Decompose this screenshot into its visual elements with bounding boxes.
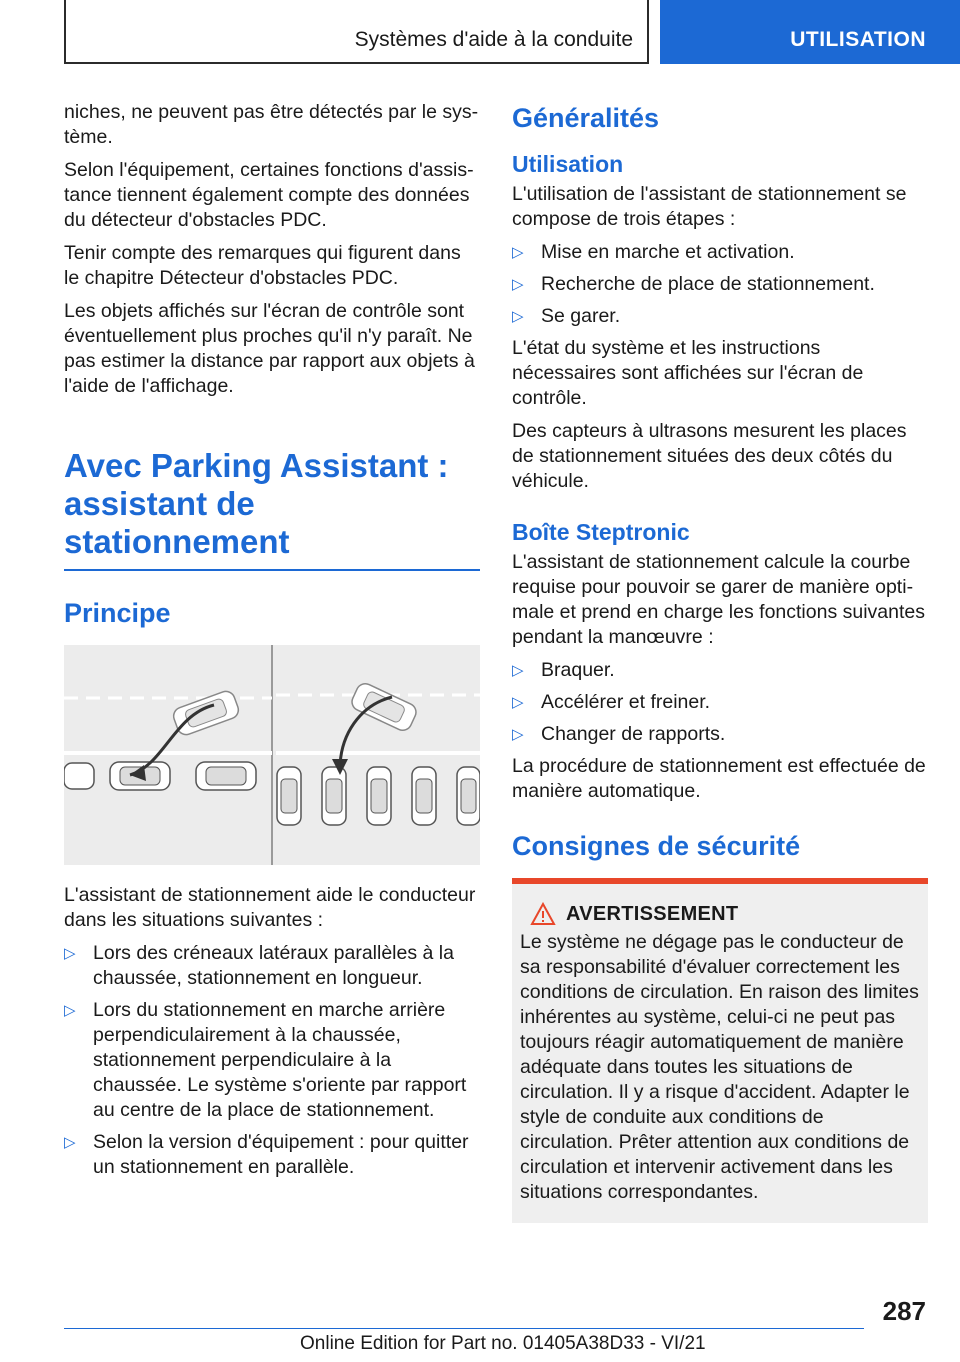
chapter-heading: Avec Parking Assistant : assistant de stationnement — [64, 447, 480, 571]
list-item: ▷ Accélérer et freiner. — [512, 691, 711, 713]
subsection-heading-utilisation: Utilisation — [512, 151, 624, 177]
list-item: ▷ Mise en marche et activation. — [512, 241, 795, 263]
section-heading-generalites: Généralités — [512, 103, 660, 133]
triangle-bullet-icon: ▷ — [512, 276, 524, 293]
steps-list — [512, 240, 928, 329]
page-number: 287 — [882, 1296, 926, 1326]
triangle-bullet-icon: ▷ — [64, 1002, 76, 1019]
triangle-bullet-icon: ▷ — [64, 1134, 76, 1151]
triangle-bullet-icon: ▷ — [512, 308, 524, 325]
paragraph: La procédure de stationnement est effectuée de manière automatique. — [512, 755, 926, 802]
list-item: ▷ Selon la version d'équipement : pour quitter un stationnement en parallèle. — [64, 1131, 469, 1178]
footer-edition: Online Edition for Part no. 01405A38D33 - VI/21 — [300, 1333, 706, 1354]
triangle-bullet-icon: ▷ — [512, 244, 524, 261]
left-column — [64, 100, 480, 1187]
list-item: ▷ Recherche de place de stationnement. — [512, 273, 875, 295]
paragraph: Tenir compte des remarques qui figurent dans le chapitre Détecteur d'obstacles PDC. — [64, 242, 461, 289]
right-column — [512, 100, 928, 1223]
header-chapter-tab — [660, 0, 960, 64]
warning-header — [520, 902, 920, 926]
footer-divider — [64, 1328, 864, 1329]
header-section-box — [64, 0, 649, 64]
header-section-title: Systèmes d'aide à la conduite — [354, 28, 633, 51]
paragraph: L'assistant de stationnement calcule la courbe requise pour pouvoir se garer de manière optimale et prend en charge les fonctions suivantes pendant la manœuvre : — [512, 551, 925, 648]
situations-list — [64, 941, 480, 1180]
paragraph: L'état du système et les instructions nécessaires sont affichées sur l'écran de contrôle. — [512, 337, 864, 409]
paragraph: Selon l'équipement, certaines fonctions d'assistance tiennent également compte des données du détecteur d'obstacles PDC. — [64, 159, 474, 231]
paragraph: niches, ne peuvent pas être détectés par le système. — [64, 101, 479, 148]
triangle-bullet-icon: ▷ — [512, 662, 524, 679]
list-item: ▷ Lors des créneaux latéraux parallèles à la chaussée, stationnement en longueur. — [64, 942, 454, 989]
list-item: ▷ Se garer. — [512, 305, 621, 327]
functions-list — [512, 658, 928, 747]
warning-title: AVERTISSEMENT — [566, 902, 739, 925]
section-heading-securite: Consignes de sécurité — [512, 831, 801, 861]
warning-text: Le système ne dégage pas le conducteur de sa responsabilité d'évaluer correctement les conditions de circulation. En raison des limites inhérentes au système, celui-ci ne peut pas toujours réagir automatiquement de manière adéquate dans toutes les situations de circulation. Il y a risque d'accident. Adapter le style de conduite aux conditions de circulation. Prêter attention aux conditions de circulation et intervenir activement dans les situations correspondantes. — [520, 931, 919, 1203]
warning-box — [512, 878, 928, 1223]
parking-illustration — [64, 645, 480, 865]
paragraph: Les objets affichés sur l'écran de contrôle sont éventuellement plus proches qu'il n'y paraît. Ne pas estimer la distance par rapport aux objets à l'aide de l'affichage. — [64, 300, 475, 397]
paragraph: Des capteurs à ultrasons mesurent les places de stationnement situées des deux côtés du véhicule. — [512, 420, 907, 492]
triangle-bullet-icon: ▷ — [512, 726, 524, 743]
section-heading-principe: Principe — [64, 598, 171, 628]
paragraph: L'utilisation de l'assistant de stationnement se compose de trois étapes : — [512, 183, 907, 230]
paragraph: L'assistant de stationnement aide le conducteur dans les situations suivantes : — [64, 884, 476, 931]
triangle-bullet-icon: ▷ — [64, 945, 76, 962]
list-item: ▷ Changer de rapports. — [512, 723, 726, 745]
list-item: ▷ Lors du stationnement en marche arrière perpendiculairement à la chaussée, stationnement perpendiculaire à la chaussée. Le système s'oriente par rapport au centre de la place de stationnement. — [64, 999, 467, 1121]
subsection-heading-steptronic: Boîte Steptronic — [512, 519, 690, 545]
header-chapter-label: UTILISATION — [790, 28, 926, 51]
triangle-bullet-icon: ▷ — [512, 694, 524, 711]
list-item: ▷ Braquer. — [512, 659, 615, 681]
warning-triangle-icon — [530, 902, 556, 926]
